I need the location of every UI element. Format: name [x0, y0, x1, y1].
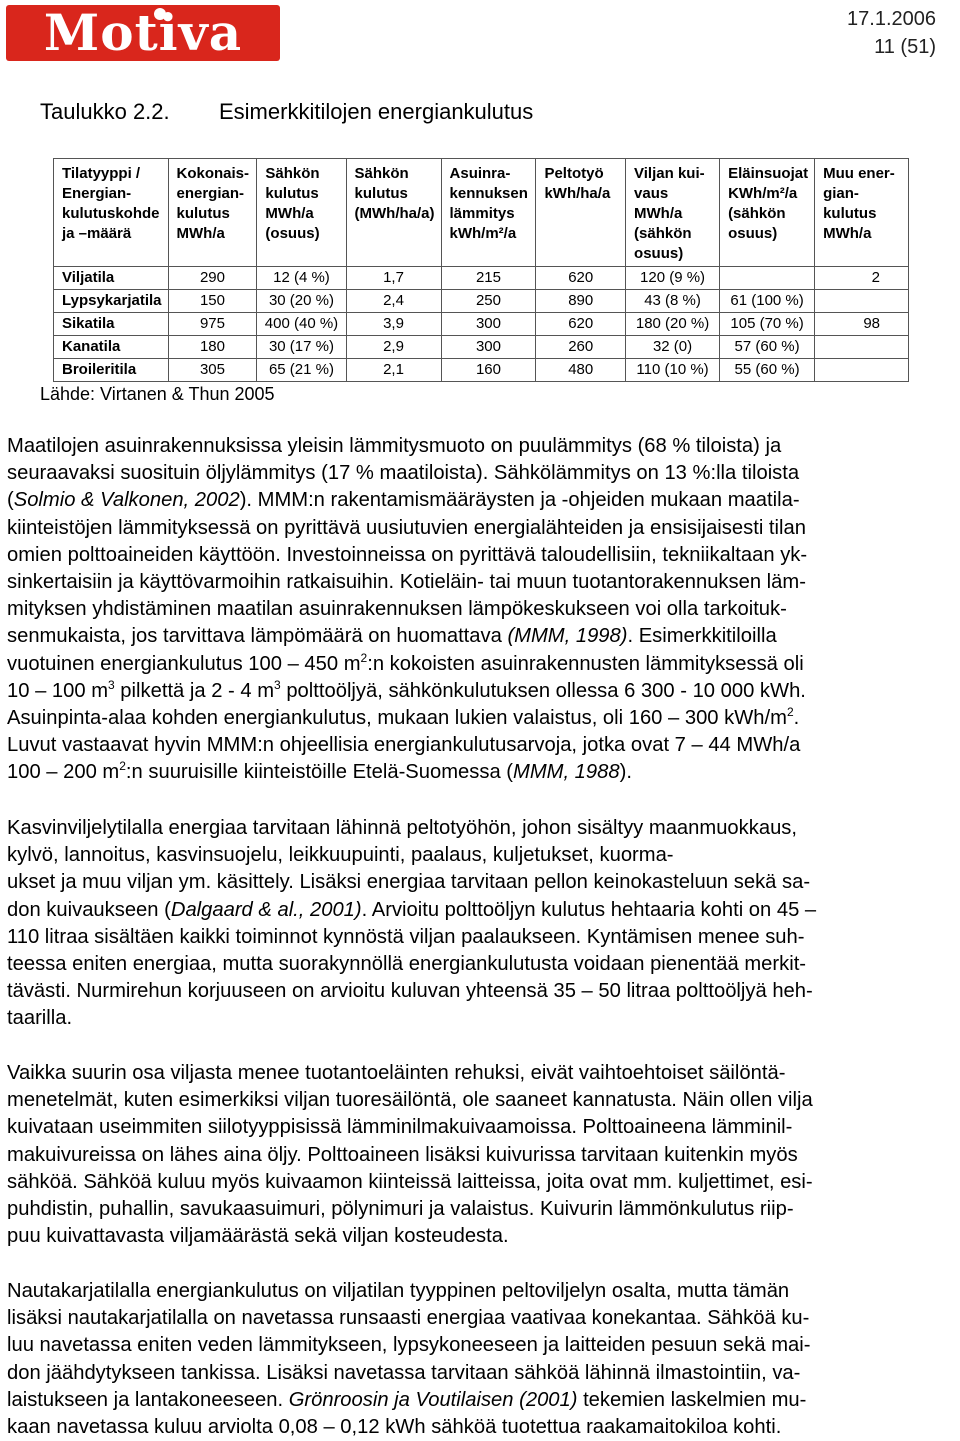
text-line [7, 1142, 947, 1169]
column-header-line: kennuksen [449, 185, 528, 202]
column-header-muu-energia [815, 159, 909, 267]
column-header-line: Viljan kui- [634, 165, 705, 182]
text-segment: sinkertaisiin ja käyttövarmoihin ratkaisuihin. Kotieläin- tai muun tuotantorakennuksen läm- [7, 571, 806, 594]
text-segment: sähköä. Sähköä kuluu myös kuivaamon kiinteissä laitteissa, joita ovat mm. kuljettimet, esi- [7, 1170, 813, 1193]
text-line [7, 1087, 947, 1114]
column-header-line: osuus) [728, 225, 778, 242]
text-segment: :n kokoisten asuinrakennusten lämmityksessä oli [367, 652, 804, 675]
column-header-line: (osuus) [265, 225, 320, 242]
text-line [7, 569, 947, 596]
table-cell: 65 (21 %) [257, 359, 346, 382]
column-header-line: MWh/a [265, 205, 314, 222]
table-cell [815, 359, 909, 382]
text-segment: kuivataan useimmiten siilotyyppisissä lämminilmakuivaamoissa. Polttoaineena lämminil- [7, 1116, 793, 1139]
table-cell: 30 (17 %) [257, 336, 346, 359]
table-row [54, 336, 909, 359]
logo-text: Motiva [43, 3, 243, 62]
table-source: Lähde: Virtanen & Thun 2005 [40, 384, 275, 404]
column-header-line: Sähkön [265, 165, 320, 182]
text-segment: tävästi. Nurmirehun korjuuseen on arvioitu kuluvan yhteensä 35 – 50 litraa polttoöljyä heh- [7, 980, 813, 1003]
text-line [7, 1005, 947, 1032]
text-segment: laistukseen ja lantakoneeseen. [7, 1388, 289, 1411]
table-cell: 2,4 [346, 290, 441, 313]
column-header-line: energian- [176, 185, 245, 202]
text-line [7, 623, 947, 650]
column-header-line: (MWh/ha/a) [354, 205, 435, 222]
text-segment: 10 – 100 m [7, 679, 109, 702]
text-line [7, 1114, 947, 1141]
text-segment: . Esimerkkitiloilla [627, 625, 777, 648]
text-line [7, 1169, 947, 1196]
text-segment: mityksen yhdistäminen maatilan asuinrakennuksen lämpökeskukseen voi olla tarkoituk- [7, 598, 787, 621]
text-segment: Nautakarjatilalla energiankulutus on viljatilan tyyppinen peltoviljelyn osalta, mutta tämän [7, 1280, 790, 1302]
table-cell: 300 [441, 313, 536, 336]
table-caption-title: Esimerkkitilojen energiankulutus [219, 99, 534, 124]
text-line [7, 1305, 947, 1332]
document-date: 17.1.2006 [847, 8, 936, 30]
column-header-line: kWh/ha/a [544, 185, 611, 202]
column-header-line: (sähkön [728, 205, 786, 222]
table-cell: 2,9 [346, 336, 441, 359]
text-segment: ). MMM:n rakentamismääräysten ja -ohjeiden mukaan maatila- [239, 489, 800, 512]
column-header-line: vaus [634, 185, 669, 202]
column-header-line: kulutus [265, 185, 319, 202]
table-cell: 620 [536, 313, 626, 336]
text-segment: don kuivaukseen ( [7, 898, 171, 921]
superscript: 2 [786, 705, 794, 720]
column-header-line: Sähkön [354, 165, 409, 182]
text-segment: ukset ja muu viljan ym. käsittely. Lisäksi energiaa tarvitaan pellon keinokasteluun sekä sa- [7, 871, 811, 894]
text-segment: Asuinpinta-alaa kohden energiankulutus, mukaan lukien valaistus, oli 160 – 300 kWh/m [7, 707, 787, 730]
column-header-line: kulutus [176, 205, 230, 222]
table-cell: 180 (20 %) [626, 313, 720, 336]
table-row [54, 290, 909, 313]
column-header-line: ja –määrä [62, 225, 132, 242]
table-cell: 400 (40 %) [257, 313, 346, 336]
column-header-line: KWh/m²/a [728, 185, 798, 202]
text-segment: 110 litraa sisältäen kaikki toiminnot kynnöstä viljan paalaukseen. Kyntämisen menee suh- [7, 925, 805, 948]
text-line [7, 815, 947, 842]
table-cell [815, 290, 909, 313]
table-header-row [54, 159, 909, 267]
table-caption [40, 99, 534, 125]
paragraph-heating [7, 433, 947, 787]
text-line [7, 924, 947, 951]
citation: Dalgaard & al., 2001) [170, 898, 362, 921]
text-line [7, 678, 947, 705]
table-cell: 620 [536, 267, 626, 290]
column-header-line: MWh/a [823, 225, 872, 242]
table-cell: 305 [168, 359, 257, 382]
column-header-viljan-kuivaus [626, 159, 720, 267]
text-segment: kiinteistöjen lämmityksessä on pyrittävä uusiutuvien energialähteiden ja ensisijaisesti tilan [7, 516, 806, 539]
table-caption-label: Taulukko 2.2. [40, 99, 170, 124]
table-row [54, 313, 909, 336]
text-line [7, 460, 947, 487]
table-cell: 2 [815, 267, 909, 290]
text-segment: teessa eniten energiaa, mutta suorakynnöllä energiankulutusta voidaan pienentää merkit- [7, 953, 807, 976]
table-cell: 975 [168, 313, 257, 336]
text-segment: menetelmät, kuten esimerkiksi viljan tuoresäilöntä, ole saaneet kannatusta. Näin ollen vilja [7, 1089, 813, 1112]
table-cell: 180 [168, 336, 257, 359]
table-cell: 30 (20 %) [257, 290, 346, 313]
text-segment: Luvut vastaavat hyvin MMM:n ohjeellisia energiankulutusarvoja, jotka ovat 7 – 44 MWh/a [7, 734, 801, 757]
energy-consumption-table [53, 158, 909, 382]
text-segment: :n suuruisille kiinteistöille Etelä-Suomessa ( [125, 761, 514, 784]
text-segment: Kasvinviljelytilalla energiaa tarvitaan lähinnä peltotyöhön, johon sisältyy maanmuokkaus, [7, 817, 798, 839]
superscript: 2 [360, 650, 368, 665]
text-line [7, 542, 947, 569]
table-body [54, 267, 909, 382]
column-header-line: gian- [823, 185, 859, 202]
column-header-line: kWh/m²/a [449, 225, 517, 242]
text-line [7, 759, 947, 786]
text-segment: puhdistin, puhallin, savukaasuimuri, pölynimuri ja valaistus. Kuivurin lämmönkulutus riip- [7, 1198, 794, 1221]
text-line [7, 651, 947, 678]
column-header-sahko-mwh [257, 159, 346, 267]
table-cell: 480 [536, 359, 626, 382]
table-cell: 1,7 [346, 267, 441, 290]
column-header-line: Muu ener- [823, 165, 895, 182]
text-line [7, 1223, 947, 1250]
text-line [7, 732, 947, 759]
text-segment: . Arvioitu polttoöljyn kulutus hehtaaria kohti on 45 – [361, 898, 817, 921]
column-header-line: kulutus [354, 185, 408, 202]
text-line [7, 1196, 947, 1223]
table-cell: 12 (4 %) [257, 267, 346, 290]
text-line [7, 487, 947, 514]
superscript: 2 [119, 759, 126, 774]
citation: (MMM, 1998) [507, 625, 628, 648]
column-header-line: Kokonais- [176, 165, 250, 182]
superscript: 3 [108, 677, 115, 692]
table-cell: 32 (0) [626, 336, 720, 359]
text-segment: 100 – 200 m [7, 761, 120, 784]
column-header-tilatyyppi [54, 159, 169, 267]
table-cell: 250 [441, 290, 536, 313]
column-header-line: lämmitys [449, 205, 515, 222]
table-cell: 98 [815, 313, 909, 336]
column-header-sahko-mwh-ha [346, 159, 441, 267]
table-row [54, 359, 909, 382]
column-header-peltotyo [536, 159, 626, 267]
text-line [7, 869, 947, 896]
row-label: Viljatila [54, 267, 169, 290]
text-line [7, 596, 947, 623]
table-cell: 105 (70 %) [720, 313, 815, 336]
text-line [7, 433, 947, 460]
table-cell: 2,1 [346, 359, 441, 382]
text-segment: lisäksi nautakarjatilalla on navetassa runsaasti energiaa vaativaa konekantaa. Sähköä ku- [7, 1307, 810, 1330]
citation: MMM, 1988 [513, 761, 620, 784]
column-header-line: Tilatyyppi / [62, 165, 141, 182]
table-cell: 3,9 [346, 313, 441, 336]
column-header-asuinrakennus-lammitys [441, 159, 536, 267]
column-header-line: Peltotyö [544, 165, 604, 182]
table-cell: 57 (60 %) [720, 336, 815, 359]
table-cell: 890 [536, 290, 626, 313]
text-segment: omien polttoaineiden käyttöön. Investoinneissa on pyrittävä taloudellisiin, tekniikaltaan yk- [7, 543, 808, 566]
text-line [7, 1060, 947, 1087]
table-cell: 300 [441, 336, 536, 359]
row-label: Sikatila [54, 313, 169, 336]
text-segment: senmukaista, jos tarvittava lämpömäärä on huomattava [7, 625, 508, 648]
column-header-line: kulutuskohde [62, 205, 160, 222]
text-segment: seuraavaksi suosituin öljylämmitys (17 % maatiloista). Sähkölämmitys on 13 %:lla tiloista [7, 462, 800, 485]
text-segment: . [793, 707, 800, 730]
table-cell: 260 [536, 336, 626, 359]
column-header-line: Eläinsuojat [728, 165, 809, 182]
text-segment: vuotuinen energiankulutus 100 – 450 m [7, 652, 361, 675]
table-cell: 150 [168, 290, 257, 313]
table-cell: 215 [441, 267, 536, 290]
text-line [7, 897, 947, 924]
text-segment: don jäähdytykseen tankissa. Lisäksi navetassa tarvitaan sähköä lähinnä ilmastointiin, va- [7, 1361, 801, 1384]
table-cell: 55 (60 %) [720, 359, 815, 382]
text-segment: taarilla. [7, 1007, 73, 1030]
text-line [7, 1332, 947, 1359]
paragraph-dairy-farm [7, 1278, 947, 1441]
column-header-line: MWh/a [634, 205, 683, 222]
superscript: 3 [274, 677, 281, 692]
table-cell: 160 [441, 359, 536, 382]
table-cell [720, 267, 815, 290]
text-segment: kaan navetassa kuluu arviolta 0,08 – 0,12 kWh sähköä tuotettua raakamaitokiloa kohti. [7, 1416, 782, 1439]
text-line [7, 951, 947, 978]
column-header-line: Energian- [62, 185, 132, 202]
citation: Grönroosin ja Voutilaisen (2001) [288, 1388, 578, 1411]
row-label: Broileritila [54, 359, 169, 382]
text-segment: pilkettä ja 2 - 4 m [114, 679, 275, 702]
text-line [7, 705, 947, 732]
text-segment: ). [619, 761, 632, 784]
row-label: Kanatila [54, 336, 169, 359]
text-segment: makuivureissa on lähes aina öljy. Polttoaineen lisäksi kuivurissa tarvitaan kuitenkin myös [7, 1143, 798, 1166]
table-cell: 290 [168, 267, 257, 290]
text-segment: puu kuivattavasta viljamäärästä sekä viljan kosteudesta. [7, 1225, 509, 1248]
text-line [7, 515, 947, 542]
text-line [7, 1387, 947, 1414]
table-cell: 110 (10 %) [626, 359, 720, 382]
column-header-line: MWh/a [176, 225, 225, 242]
text-segment: polttoöljyä, sähkönkulutuksen ollessa 6 300 - 10 000 kWh. [280, 679, 806, 702]
column-header-elainsuojat [720, 159, 815, 267]
text-line [7, 1278, 947, 1305]
text-line [7, 842, 947, 869]
text-segment: tekemien laskelmien mu- [577, 1388, 807, 1411]
column-header-kokonaisenergia [168, 159, 257, 267]
column-header-line: kulutus [823, 205, 877, 222]
paragraph-crop-farm [7, 815, 947, 1033]
table-cell [815, 336, 909, 359]
column-header-line: (sähkön [634, 225, 692, 242]
column-header-line: osuus) [634, 245, 684, 262]
text-segment: luu navetassa eniten veden lämmitykseen, lypsykoneeseen ja laitteiden pesuun sekä mai- [7, 1334, 811, 1357]
text-segment: Maatilojen asuinrakennuksissa yleisin lämmitysmuoto on puulämmitys (68 % tiloista) ja [7, 435, 782, 457]
paragraph-grain-drying [7, 1060, 947, 1250]
page-number: 11 (51) [874, 36, 936, 58]
motiva-logo [6, 5, 280, 61]
text-line [7, 978, 947, 1005]
text-segment: kylvö, lannoitus, kasvinsuojelu, leikkuupuinti, paalaus, kuljetukset, kuorma- [7, 844, 674, 867]
table-cell: 61 (100 %) [720, 290, 815, 313]
text-segment: Vaikka suurin osa viljasta menee tuotantoeläinten rehuksi, eivät vaihtoehtoiset säilöntä- [7, 1062, 786, 1084]
citation: Solmio & Valkonen, 2002 [13, 489, 240, 512]
table-cell: 43 (8 %) [626, 290, 720, 313]
column-header-line: Asuinra- [449, 165, 511, 182]
text-segment: ( [7, 489, 14, 512]
row-label: Lypsykarjatila [54, 290, 169, 313]
text-line [7, 1414, 947, 1441]
table-row [54, 267, 909, 290]
text-line [7, 1360, 947, 1387]
table-cell: 120 (9 %) [626, 267, 720, 290]
